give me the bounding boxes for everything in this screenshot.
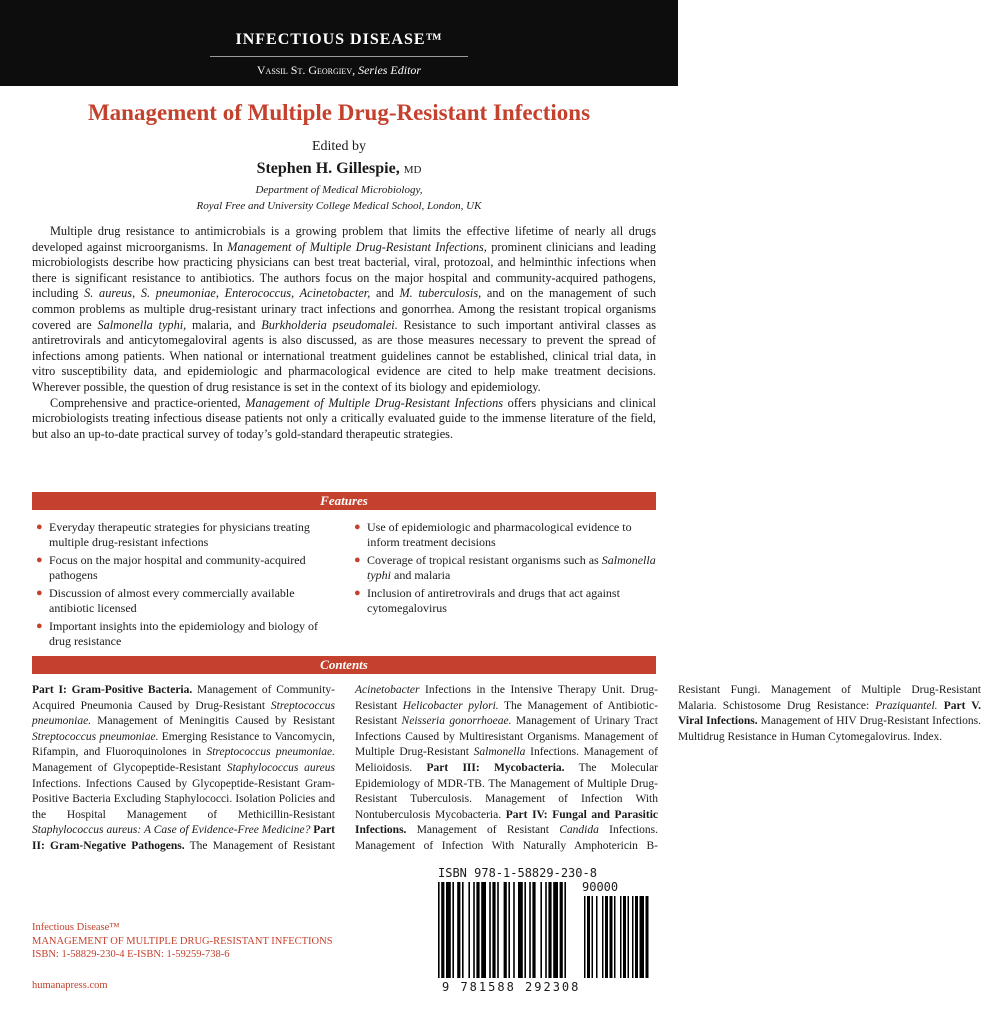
text-run: Salmonella xyxy=(473,746,526,759)
barcode-bar xyxy=(532,882,535,978)
feature-item xyxy=(32,619,332,649)
barcode-bar xyxy=(560,882,563,978)
barcode-bar xyxy=(497,882,499,978)
footer-info xyxy=(32,921,333,962)
series-editor xyxy=(0,63,678,78)
text-run: Focus on the major hospital and community-acquired pathogens xyxy=(49,553,306,582)
text-run: Management of Multiple Drug-Resistant Infections, xyxy=(227,239,487,254)
barcode-bar xyxy=(468,882,470,978)
text-run: prominent clinicians and leading microbiologists describe how practicing physicians can best treat bacterial, viral, protozoal, and helminthic infections when there is significant resistance to antibiotics. The authors focus on the major hospital and community-acquired pathogens, including xyxy=(32,239,656,301)
text-run: Management of Multiple Drug-Resistant Infections xyxy=(245,395,504,410)
barcode-addon-bar xyxy=(632,896,634,978)
barcode-bar xyxy=(540,882,542,978)
text-run: offers physicians and clinical microbiologists treating infectious disease patients not only a critically evaluated guide to the immense literature of the field, but also an up-to-date practical survey of today’s gold-standard therapeutic strategies. xyxy=(32,395,656,441)
author-affiliation xyxy=(0,182,678,214)
feature-item xyxy=(32,520,332,550)
text-run: Comprehensive and practice-oriented, xyxy=(50,395,246,410)
barcode-bar xyxy=(489,882,491,978)
feature-item xyxy=(32,586,332,616)
book-title: Management of Multiple Drug-Resistant Infections xyxy=(87,100,591,125)
barcode-addon-bar xyxy=(605,896,608,978)
text-run: Part II: Gram-Negative Pathogens. xyxy=(32,824,336,852)
barcode-addon-bar xyxy=(602,896,604,978)
text-run: Neisseria gonorrhoeae. xyxy=(401,715,512,728)
feature-item xyxy=(350,520,656,550)
feature-item xyxy=(350,553,656,583)
barcode-addon-bar xyxy=(620,896,622,978)
bullet-icon: ● xyxy=(36,587,43,599)
series-name: INFECTIOUS DISEASE™ xyxy=(235,31,443,48)
text-run: Infections in the Intensive Therapy Unit. Drug-Resistant xyxy=(355,684,658,712)
barcode-bar xyxy=(446,882,451,978)
text-run: M. tuberculosis, xyxy=(399,286,482,301)
text-run: S. aureus, S. pneumoniae, Enterococcus, Acinetobacter, xyxy=(84,286,371,301)
footer-isbn: ISBN: 1-58829-230-4 E-ISBN: 1-59259-738-6 xyxy=(32,949,230,960)
bullet-icon: ● xyxy=(354,521,361,533)
text-run: Acinetobacter xyxy=(355,684,420,696)
features-right-column xyxy=(350,520,656,619)
barcode-bar xyxy=(473,882,475,978)
book-description xyxy=(32,224,656,442)
barcode-bar xyxy=(545,882,547,978)
text-run: Inclusion of antiretrovirals and drugs that act against cytomegalovirus xyxy=(367,586,620,615)
barcode-bar xyxy=(457,882,460,978)
text-run: Emerging Resistance to Vancomycin, Rifampin, and Fluoroquinolones in xyxy=(32,730,335,759)
barcode-digits: 9 781588 292308 xyxy=(442,980,581,994)
text-run: Infections. Management of Infection With Naturally Amphotericin B-Resistant Fungi. Management of Multiple Drug-Resistant Malaria. Schistosome Drug Resistance: xyxy=(355,684,981,852)
barcode-addon-bar xyxy=(596,896,598,978)
text-run: Infections. Management of Melioidosis. xyxy=(355,746,658,774)
text-run: Staphylococcus aureus: A Case of Evidence-Free Medicine? xyxy=(32,824,311,837)
bullet-icon: ● xyxy=(354,554,361,566)
bullet-icon: ● xyxy=(354,587,361,599)
barcode-bar xyxy=(564,882,566,978)
text-run: Burkholderia pseudomalei. xyxy=(261,317,398,332)
barcode-bar xyxy=(513,882,515,978)
text-run: Management of Glycopeptide-Resistant xyxy=(32,761,227,774)
barcode-addon-bar xyxy=(635,896,638,978)
barcode-bar xyxy=(492,882,495,978)
text-run: The Management of Antibiotic-Resistant xyxy=(355,699,658,728)
barcode-addon-bar xyxy=(610,896,613,978)
text-run: Praziquantel. xyxy=(875,699,938,712)
author-name: Stephen H. Gillespie, MD xyxy=(256,160,422,177)
author-degree: MD xyxy=(403,164,422,176)
text-run: Management of Urinary Tract Infections Caused by Multiresistant Organisms. Management of Multiple Drug-Resistant xyxy=(355,715,658,759)
barcode-addon-bar xyxy=(646,896,649,978)
barcode-bar xyxy=(524,882,526,978)
barcode-bar xyxy=(462,882,464,978)
text-run: Salmonella typhi xyxy=(367,553,656,582)
bullet-icon: ● xyxy=(36,521,43,533)
contents-body xyxy=(32,683,981,863)
barcode-bar xyxy=(504,882,507,978)
barcode-bar xyxy=(481,882,486,978)
text-run: Resistance to such important antiviral classes as antiretrovirals and anticytomegaloviral agents is also discussed, as are those measures necessary to prevent the spread of infections among patients. When national or international treatment guidelines cannot be established, clinical trial data, in vitro susceptibility data, and epidemiologic and pharmacological evidence are cited to help make treatment decisions. Wherever possible, the question of drug resistance is set in the context of its biology and epidemiology. xyxy=(32,317,656,394)
feature-item xyxy=(32,553,332,583)
text-run: Part III: Mycobacteria. xyxy=(426,761,565,774)
barcode-addon-bar xyxy=(640,896,645,978)
barcode-bar xyxy=(553,882,558,978)
text-run: Streptococcus pneumoniae. xyxy=(206,746,335,759)
text-run: Management of Meningitis Caused by Resistant xyxy=(91,715,335,728)
text-run: Part V. Viral Infections. xyxy=(678,699,981,728)
text-run: Infections. Infections Caused by Glycopeptide-Resistant Gram-Positive Bacteria Excluding Staphylococci. Isolation Policies and the Hospital Management of Methicillin-Resistant xyxy=(32,777,335,821)
footer-series: Infectious Disease™ xyxy=(32,922,120,933)
text-run: Part IV: Fungal and Parasitic Infections. xyxy=(355,808,658,837)
text-run: malaria, and xyxy=(186,317,262,332)
text-run: Streptococcus pneumoniae. xyxy=(32,730,159,743)
text-run: and xyxy=(370,286,400,301)
features-left-column xyxy=(32,520,332,652)
text-run: and on the management of such common problems as multiple drug-resistant urinary tract infections and gonorrhea. Among the resistant tropical organisms covered are xyxy=(32,286,656,332)
isbn-barcode xyxy=(434,866,664,998)
barcode-bar xyxy=(441,882,444,978)
barcode-addon-bar xyxy=(623,896,626,978)
barcode-bar xyxy=(438,882,440,978)
text-run: Multiple drug resistance to antimicrobials is a growing problem that limits the effective lifetime of nearly all drugs developed against microorganisms. In xyxy=(32,224,656,254)
bullet-icon: ● xyxy=(36,620,43,632)
barcode-bar xyxy=(529,882,531,978)
text-run: Use of epidemiologic and pharmacological evidence to inform treatment decisions xyxy=(367,520,632,549)
barcode-bar xyxy=(518,882,523,978)
text-run: Everyday therapeutic strategies for physicians treating multiple drug-resistant infections xyxy=(49,520,310,549)
contents-heading: Contents xyxy=(32,656,656,674)
text-run: Coverage of tropical resistant organisms such as xyxy=(367,553,602,567)
text-run: Candida xyxy=(559,824,599,837)
text-run: Management of Community-Acquired Pneumonia Caused by Drug-Resistant xyxy=(32,684,335,712)
barcode-addon-bar xyxy=(614,896,616,978)
footer-title: MANAGEMENT OF MULTIPLE DRUG-RESISTANT INFECTIONS xyxy=(32,935,333,947)
author-name-text: Stephen H. Gillespie xyxy=(256,160,396,177)
barcode-isbn-text: ISBN 978-1-58829-230-8 xyxy=(438,866,597,880)
text-run: Important insights into the epidemiology and biology of drug resistance xyxy=(49,619,318,648)
series-header-bar xyxy=(0,0,678,86)
text-run: Management of HIV Drug-Resistant Infections. Multidrug Resistance in Human Cytomegalovirus. Index. xyxy=(678,715,981,743)
text-run: The Management of Resistant xyxy=(184,839,335,852)
barcode-bar xyxy=(476,882,479,978)
description-paragraph-2 xyxy=(32,396,656,443)
bullet-icon: ● xyxy=(36,554,43,566)
affiliation-line-2: Royal Free and University College Medical School, London, UK xyxy=(196,200,482,212)
text-run: Streptococcus pneumoniae. xyxy=(32,699,335,728)
barcode-bar xyxy=(548,882,551,978)
text-run: Management of Resistant xyxy=(406,824,560,837)
description-paragraph-1 xyxy=(32,224,656,396)
barcode-addon-bar xyxy=(592,896,594,978)
text-run: Salmonella typhi, xyxy=(97,317,187,332)
feature-item xyxy=(350,586,656,616)
series-divider xyxy=(210,56,468,57)
barcode-addon-bar xyxy=(584,896,586,978)
barcode-bar xyxy=(508,882,510,978)
barcode-bars xyxy=(434,882,664,982)
barcode-addon-bar xyxy=(587,896,590,978)
text-run: The Molecular Epidemiology of MDR-TB. The Management of Multiple Drug-Resistant Tuberculosis. Management of Infection With Nontuberculosis Mycobacteria. xyxy=(355,761,659,821)
text-run: Staphylococcus aureus xyxy=(226,761,335,774)
series-editor-name: Vassil St. Georgiev xyxy=(256,63,353,77)
publisher-url: humanapress.com xyxy=(32,980,108,991)
affiliation-line-1: Department of Medical Microbiology, xyxy=(255,184,423,196)
text-run: Discussion of almost every commercially available antibiotic licensed xyxy=(49,586,295,615)
series-editor-role: , Series Editor xyxy=(352,63,422,77)
barcode-addon-text: 90000 xyxy=(582,880,619,894)
barcode-bar xyxy=(452,882,454,978)
text-run: and malaria xyxy=(391,568,451,582)
text-run: Part I: Gram-Positive Bacteria. xyxy=(32,684,193,696)
features-heading: Features xyxy=(32,492,656,510)
edited-by-label: Edited by xyxy=(311,139,367,154)
barcode-addon-bar xyxy=(628,896,630,978)
text-run: Helicobacter pylori. xyxy=(402,699,499,712)
